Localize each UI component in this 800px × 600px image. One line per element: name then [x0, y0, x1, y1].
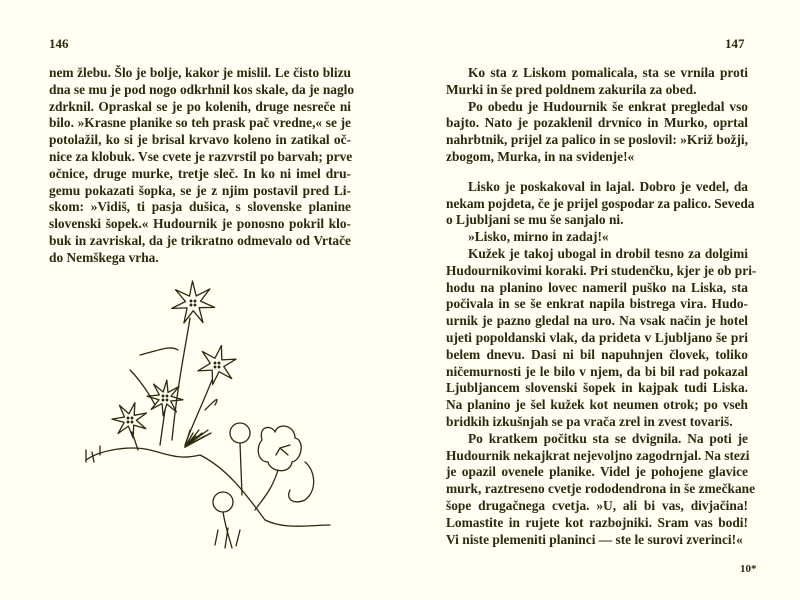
flower-center — [214, 366, 216, 368]
flower-center — [127, 421, 129, 423]
flower-center — [190, 304, 192, 306]
leaf — [130, 370, 155, 405]
poppy-center — [276, 445, 290, 455]
text-line: bilo. »Krasne planike so teh prask pač vredne,« se je — [49, 115, 351, 131]
signature-mark: 10* — [740, 563, 757, 575]
paragraph — [446, 99, 748, 166]
text-line: očnice, druge murke, tretje sleč. In ko ni imel dru- — [49, 165, 351, 181]
flower-center — [218, 366, 220, 368]
text-line: Lisko je poskakoval in lajal. Dobro je vedel, da — [468, 178, 748, 194]
text-line: buk in zavriskal, da je trikratno odmevalo od Vrtače — [49, 232, 351, 248]
text-line: Kužek je takoj ubogal in drobil tesno za dolgimi — [468, 245, 748, 261]
paragraph — [446, 178, 755, 229]
text-line: hodu na planino lovec nameril puško na Liska, sta — [446, 279, 748, 295]
text-line: nice za klobuk. Vse cvete je razvrstil po barvah; prve — [49, 148, 353, 164]
text-line: murk, raztreseno cvetje rododendrona in še zmečkane — [446, 481, 756, 497]
flower-center — [194, 304, 196, 306]
text-line: gemu pokazati šopka, se je z njim postavil pred Li- — [49, 182, 351, 198]
text-line: nahrbtnik, prijel za palico in se poslovil: »Križ božji, — [446, 132, 748, 148]
stem — [255, 470, 278, 510]
text-line: je opazil ovenele planike. Videl je pohojene glavice — [446, 464, 748, 480]
text-line: Ljubljancem slovenski šopek in kajpak tudi Liska. — [446, 380, 748, 396]
edelweiss-flower — [112, 403, 147, 438]
grass — [215, 528, 240, 548]
flower-center — [131, 417, 133, 419]
flower-center — [162, 399, 164, 401]
text-line: počivala in se še enkrat napila bistrega vira. Hudo- — [446, 296, 748, 312]
page-number: 146 — [49, 36, 69, 51]
edelweiss-flower — [172, 281, 215, 323]
text-line: nekam pojdeta, če je prijel gospodar za palico. Seveda — [446, 195, 755, 211]
text-line: nem žlebu. Šlo je bolje, kakor je mislil. Le čisto blizu — [49, 65, 351, 80]
text-line: Ko sta z Liskom pomalicala, sta se vrnila proti — [468, 65, 748, 80]
flower-center — [218, 362, 220, 364]
page-text — [446, 65, 757, 548]
paragraph — [446, 65, 748, 99]
text-line: slovenski šopek.« Hudournik je ponosno pokril klo- — [49, 216, 351, 232]
text-line: Po obedu je Hudournik še enkrat pregledal vso — [468, 98, 748, 114]
leaf — [205, 400, 217, 410]
text-line: zdrknil. Opraskal se je po kolenih, druge nesreče ni — [49, 98, 351, 114]
flower-center — [131, 421, 133, 423]
text-line: Murki in še pred poldnem zakurila za obed. — [446, 81, 697, 97]
page-number: 147 — [725, 36, 745, 51]
text-line: zbogom, Murka, in na svidenje!« — [446, 148, 635, 164]
clover-flower — [230, 423, 250, 443]
text-line: Po kratkem počitku sta se dvignila. Na poti je — [468, 430, 748, 446]
text-line: skom: »Vidiš, ti pasja dušica, s slovenske planine — [49, 199, 351, 215]
text-line: bridkih izkušnjah se pa vrača zrel in zvest tovariš. — [446, 413, 733, 429]
text-line: belem dnevu. Dasi ni bil napuhnjen človek, toliko — [446, 346, 748, 362]
flower-center — [190, 300, 192, 302]
text-line: Vi niste plemeniti planinci — ste le surovi zverinci!« — [446, 531, 743, 547]
stem — [172, 318, 190, 440]
flower-center — [166, 399, 168, 401]
flower-center — [127, 417, 129, 419]
flower-center — [166, 395, 168, 397]
paragraph — [446, 430, 756, 549]
text-line: urnik je pazno gledal na uro. Na vsak način je hotel — [446, 313, 748, 329]
flower-center — [162, 395, 164, 397]
right-page — [400, 0, 800, 600]
text-line: bajto. Nato je pozaklenil drvníco in Murko, oprtal — [446, 115, 748, 131]
paragraph — [446, 229, 748, 246]
flower-center — [194, 300, 196, 302]
flower-center — [214, 362, 216, 364]
ground-line — [86, 448, 330, 526]
text-line: do Nemškega vrha. — [49, 249, 159, 265]
edelweiss-flower — [198, 346, 236, 385]
text-line: »Lisko, mirno in zadaj!« — [468, 229, 609, 245]
stem — [132, 432, 138, 450]
text-line: ujeti popoldanski vlak, da prideta v Ljubljano še pri — [446, 329, 748, 345]
text-line: ničemurnosti je le bilo v njem, da bi bil rad pokazal — [446, 363, 748, 379]
text-line: Na planino je šel kužek kot neumen otrok; po vseh — [446, 397, 748, 413]
text-line: dna se mu je pod nogo odkrhnil kos skale, da je naglo — [49, 81, 355, 97]
text-line: Hudournikovimi koraki. Pri studenčku, kjer je ob pri- — [446, 262, 757, 278]
text-line: šope drugačnega cvetja. »U, ali bi vas, divjačina! — [446, 497, 748, 513]
leaf — [140, 348, 178, 355]
text-line: o Ljubljani se mu še sanjalo ni. — [446, 212, 624, 228]
bud — [289, 462, 314, 502]
text-line: Hudournik nekajkrat nejevoljno zagodrnjal. Na stezi — [446, 447, 750, 463]
paragraph — [446, 245, 757, 431]
text-line: potolažil, ko si je brisal krvavo koleno in zatikal oč- — [49, 132, 351, 148]
text-line: Lomastite in rujete kot razbojniki. Sram vas bodi! — [446, 514, 748, 530]
clover-flower — [213, 492, 233, 512]
